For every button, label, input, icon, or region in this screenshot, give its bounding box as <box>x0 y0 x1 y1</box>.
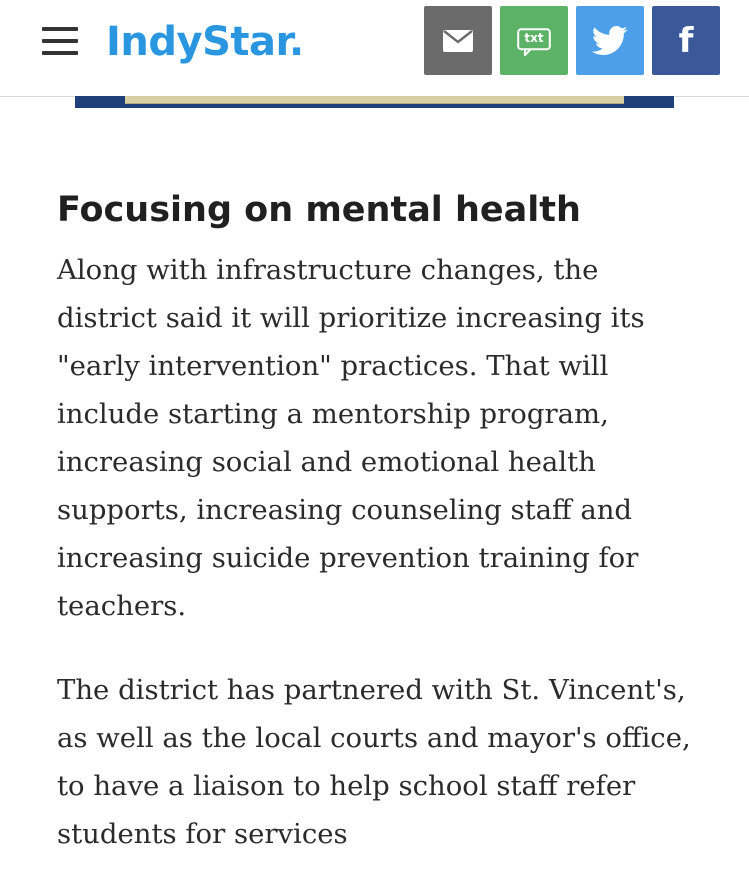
article-paragraph: Along with infrastructure changes, the district said it will prioritize increasing its "early intervention" practices. That will include starting a mentorship program, increasing social and emotional health supports, increasing counseling staff and increasing suicide prevention training for teachers. <box>57 254 645 622</box>
article-body <box>57 186 697 858</box>
section-heading: Focusing on mental health <box>57 190 581 230</box>
share-email-button[interactable] <box>424 6 492 75</box>
ad-banner-edge <box>75 96 674 108</box>
logo-text: IndyStar <box>106 19 290 65</box>
article-paragraph: The district has partnered with St. Vincent's, as well as the local courts and mayor's office, to have a liaison to help school staff refer students for services <box>57 674 691 850</box>
share-facebook-button[interactable] <box>652 6 720 75</box>
facebook-f-icon: f <box>678 20 694 61</box>
twitter-bird-icon <box>592 26 628 56</box>
share-text-button[interactable] <box>500 6 568 75</box>
logo-dot: . <box>289 19 304 65</box>
site-logo[interactable] <box>106 18 304 66</box>
envelope-icon <box>443 30 473 52</box>
txt-label: txt <box>524 30 544 45</box>
hamburger-menu-icon[interactable] <box>42 27 78 55</box>
site-header <box>0 0 749 97</box>
share-twitter-button[interactable] <box>576 6 644 75</box>
txt-bubble-icon <box>517 28 551 54</box>
